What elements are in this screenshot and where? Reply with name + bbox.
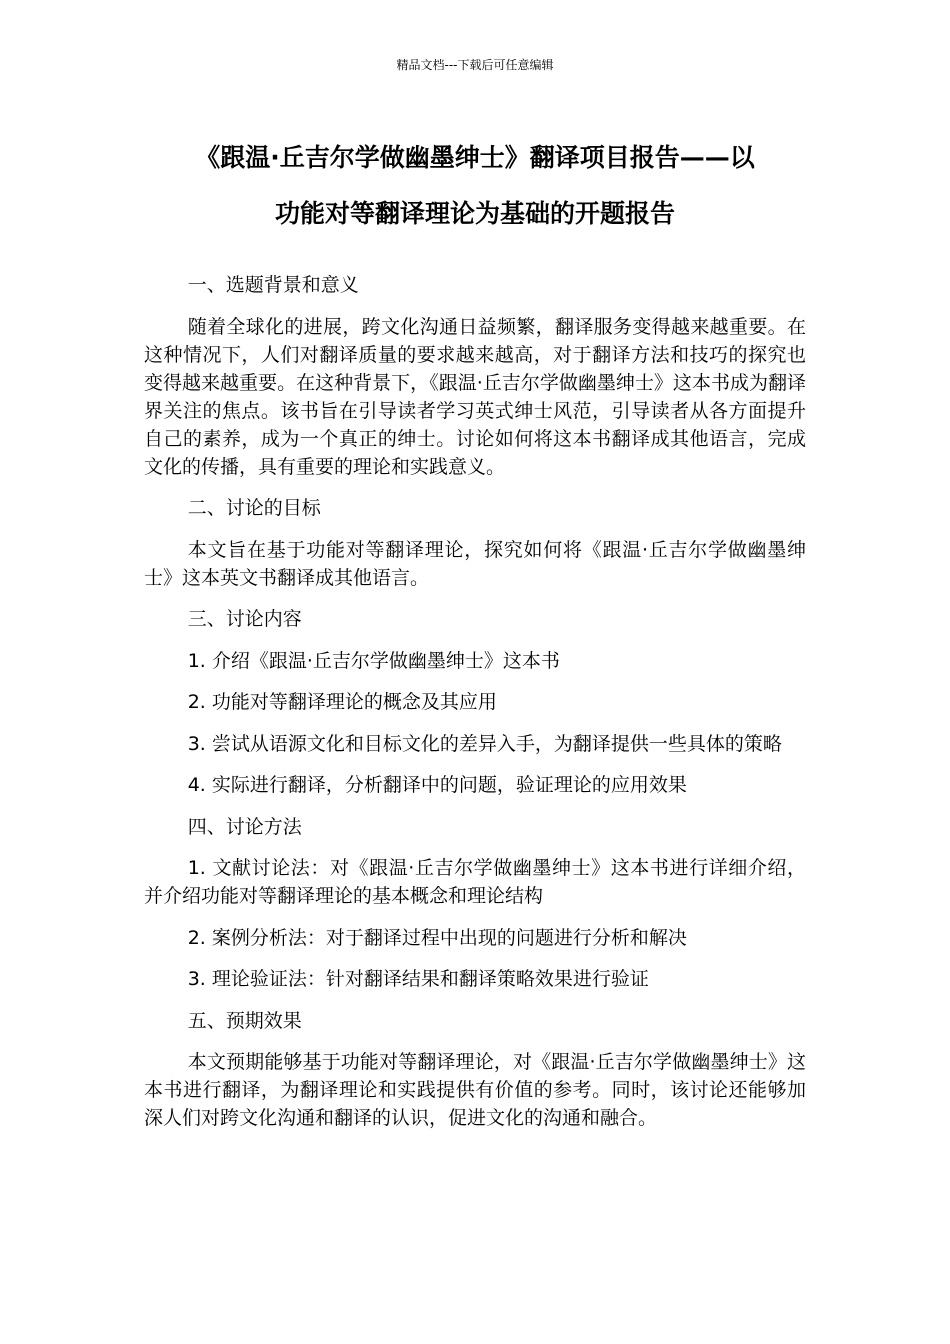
heading-background: 一、选题背景和意义 [187, 274, 359, 296]
paragraph-expected-results: 本文预期能够基于功能对等翻译理论，对《跟温·丘吉尔学做幽墨绅士》这本书进行翻译，为翻译理论和实践提供有价值的参考。同时，该讨论还能够加深人们对跨文化沟通和翻译的认识，促进文化的沟通和融合。 [144, 1051, 806, 1129]
list-item-method-3: 3. 理论验证法：针对翻译结果和翻译策略效果进行验证 [187, 968, 649, 990]
list-item-content-2: 2. 功能对等翻译理论的概念及其应用 [187, 691, 497, 713]
list-item-content-4: 4. 实际进行翻译，分析翻译中的问题，验证理论的应用效果 [187, 774, 687, 796]
list-item-method-2: 2. 案例分析法：对于翻译过程中出现的问题进行分析和解决 [187, 926, 687, 949]
list-item-method-1: 1. 文献讨论法：对《跟温·丘吉尔学做幽墨绅士》这本书进行详细介绍，并介绍功能对等翻译理论的基本概念和理论结构 [144, 857, 806, 907]
heading-content: 三、讨论内容 [187, 608, 302, 630]
document-title-line-1: 《跟温·丘吉尔学做幽墨绅士》翻译项目报告——以 [195, 143, 755, 172]
list-item-content-3: 3. 尝试从语源文化和目标文化的差异入手，为翻译提供一些具体的策略 [187, 732, 782, 755]
paragraph-background: 随着全球化的进展，跨文化沟通日益频繁，翻译服务变得越来越重要。在这种情况下，人们对翻译质量的要求越来越高，对于翻译方法和技巧的探究也变得越来越重要。在这种背景下，《跟温·丘吉尔学做幽墨绅士》这本书成为翻译界关注的焦点。该书旨在引导读者学习英式绅士风范，引导读者从各方面提升自己的素养，成为一个真正的绅士。讨论如何将这本书翻译成其他语言，完成文化的传播，具有重要的理论和实践意义。 [144, 315, 806, 478]
heading-expected-results: 五、预期效果 [187, 1009, 302, 1032]
list-item-content-1: 1. 介绍《跟温·丘吉尔学做幽墨绅士》这本书 [187, 649, 560, 672]
header-note: 精品文档---下载后可任意编辑 [396, 58, 554, 72]
document-title-line-2: 功能对等翻译理论为基础的开题报告 [274, 199, 675, 228]
heading-methods: 四、讨论方法 [187, 815, 302, 838]
document-body [144, 271, 806, 1146]
heading-objectives: 二、讨论的目标 [187, 497, 321, 519]
paragraph-objectives: 本文旨在基于功能对等翻译理论，探究如何将《跟温·丘吉尔学做幽墨绅士》这本英文书翻译成其他语言。 [144, 538, 806, 589]
